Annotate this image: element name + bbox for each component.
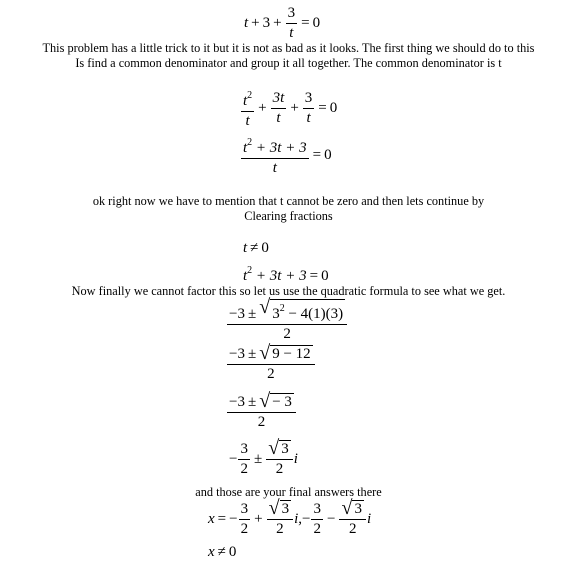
equation-quadratic	[243, 265, 329, 285]
radical-sign: √	[259, 390, 271, 412]
fraction-sqrt3-over-2	[266, 437, 293, 479]
poly-rest: + 3t + 3	[255, 268, 307, 284]
radicand: 3	[354, 501, 362, 517]
exponent-2: 2	[247, 265, 253, 276]
final-answers-text: and those are your final answers there	[195, 485, 382, 499]
const-0: 0	[324, 146, 332, 163]
op-equals: =	[309, 268, 319, 284]
comma: ,	[298, 510, 302, 527]
op-neg: −	[229, 510, 238, 527]
imaginary-unit: i	[294, 510, 299, 527]
numerator	[227, 342, 315, 365]
denominator: 2	[257, 414, 266, 430]
exponent-2: 2	[247, 90, 253, 101]
quadratic-step-3	[226, 390, 297, 432]
radical-1	[259, 296, 345, 324]
op-equals: =	[312, 146, 322, 163]
fraction-polynomial-over-t	[241, 133, 309, 178]
var-t: t	[244, 14, 249, 31]
radicand: 3	[281, 441, 289, 457]
denominator: t	[276, 110, 281, 126]
radicand-rest: − 4(1)(3)	[288, 306, 344, 322]
radicand: 9 − 12	[272, 346, 311, 362]
radical-sign: √	[341, 497, 353, 519]
var-t: t	[243, 93, 248, 109]
numerator	[227, 296, 347, 325]
radical-sign: √	[268, 497, 280, 519]
op-equals: =	[318, 99, 327, 116]
numerator: 3	[238, 440, 250, 460]
quadratic-step-2	[226, 342, 316, 384]
zero-text-line-2: Clearing fractions	[244, 209, 333, 223]
equation-combined	[240, 133, 332, 178]
exponent-2: 2	[279, 303, 285, 314]
var-t: t	[243, 140, 248, 156]
var-x: x	[208, 544, 215, 560]
op-plus: +	[273, 14, 282, 31]
fraction-t2-over-t	[241, 86, 254, 131]
equation-final-answers	[208, 497, 372, 539]
equation-original	[244, 4, 320, 43]
denominator: t	[245, 113, 250, 129]
denominator: 2	[267, 366, 275, 382]
radical-4	[268, 437, 291, 459]
radical-sign: √	[259, 342, 271, 364]
imaginary-unit: i	[293, 450, 298, 467]
radical-3	[259, 390, 294, 412]
fraction-step-3	[227, 390, 296, 432]
poly-rest: + 3t + 3	[255, 140, 307, 156]
op-plus: +	[254, 510, 263, 527]
op-pm: ±	[253, 450, 263, 467]
neg-3: −3	[229, 394, 245, 410]
quadratic-formula-text: Now finally we cannot factor this so let us use the quadratic formula to see what we get.	[71, 284, 506, 298]
fraction-3-over-t	[286, 4, 298, 43]
const-0: 0	[261, 240, 269, 256]
denominator: t	[272, 160, 277, 176]
numerator: 3	[303, 89, 315, 109]
intro-text-line-2: Is find a common denominator and group it all together. The common denominator is t	[75, 56, 502, 70]
numerator	[266, 437, 293, 460]
fraction-step-1	[227, 296, 347, 344]
denominator: t	[306, 110, 311, 126]
numerator	[241, 86, 254, 112]
const-0: 0	[228, 544, 237, 560]
radical-6	[341, 497, 364, 519]
fraction-3-over-t	[303, 89, 315, 128]
denominator: 2	[275, 461, 284, 477]
numerator: 3t	[271, 89, 287, 109]
op-equals: =	[217, 510, 227, 527]
op-neq: ≠	[250, 240, 259, 256]
radical-sign: √	[259, 296, 271, 318]
radicand-base: 3	[272, 306, 280, 322]
op-minus: −	[326, 510, 336, 527]
var-t: t	[243, 268, 248, 284]
op-pm: ±	[247, 306, 257, 322]
const-0: 0	[312, 14, 321, 31]
fraction-3-over-2	[311, 500, 323, 539]
neg-3: −3	[229, 346, 245, 362]
op-plus: +	[251, 14, 260, 31]
const-3: 3	[262, 14, 271, 31]
op-plus: +	[290, 99, 299, 116]
quadratic-step-1	[226, 296, 348, 344]
op-plus: +	[258, 99, 267, 116]
equation-x-not-zero	[208, 544, 236, 561]
fraction-sqrt3-over-2	[267, 497, 294, 539]
denominator: 2	[240, 461, 248, 477]
equation-t-not-zero	[243, 240, 269, 257]
denominator: 2	[240, 521, 249, 537]
var-x: x	[208, 510, 215, 527]
numerator	[227, 390, 296, 413]
denominator: 2	[276, 521, 284, 537]
exponent-2: 2	[247, 137, 253, 148]
op-pm: ±	[247, 346, 257, 362]
numerator: 3	[311, 500, 323, 520]
imaginary-unit: i	[366, 510, 372, 527]
equation-common-denominator	[240, 86, 337, 131]
const-0: 0	[321, 268, 329, 284]
fraction-step-2	[227, 342, 315, 384]
neg-3: −3	[229, 306, 245, 322]
numerator: 3	[239, 500, 251, 520]
numerator	[267, 497, 294, 520]
numerator	[339, 497, 366, 520]
fraction-sqrt3-over-2	[339, 497, 366, 539]
numerator	[241, 133, 309, 159]
op-neg: −	[229, 450, 238, 467]
op-pm: ±	[247, 394, 257, 410]
fraction-3-over-2	[239, 500, 251, 539]
radical-2	[259, 342, 312, 364]
radical-5	[268, 497, 292, 519]
denominator: t	[289, 25, 294, 41]
var-t: t	[243, 240, 248, 256]
denominator: 2	[348, 521, 357, 537]
intro-text-line-1: This problem has a little trick to it but it is not as bad as it looks. The first thing we should do to this	[42, 41, 535, 55]
quadratic-step-4	[229, 437, 298, 479]
denominator: 2	[283, 326, 291, 342]
denominator: 2	[313, 521, 321, 537]
radicand: 3	[281, 501, 290, 517]
radical-sign: √	[268, 437, 280, 459]
fraction-3-over-2	[238, 440, 250, 479]
op-equals: =	[301, 14, 310, 31]
radicand	[270, 299, 345, 323]
zero-text-line-1: ok right now we have to mention that t cannot be zero and then lets continue by	[92, 194, 485, 208]
fraction-3t-over-t	[271, 89, 287, 128]
op-neg: −	[302, 510, 311, 527]
numerator: 3	[286, 4, 298, 24]
radicand: − 3	[272, 394, 292, 410]
op-neq: ≠	[217, 544, 226, 560]
const-0: 0	[329, 99, 338, 116]
